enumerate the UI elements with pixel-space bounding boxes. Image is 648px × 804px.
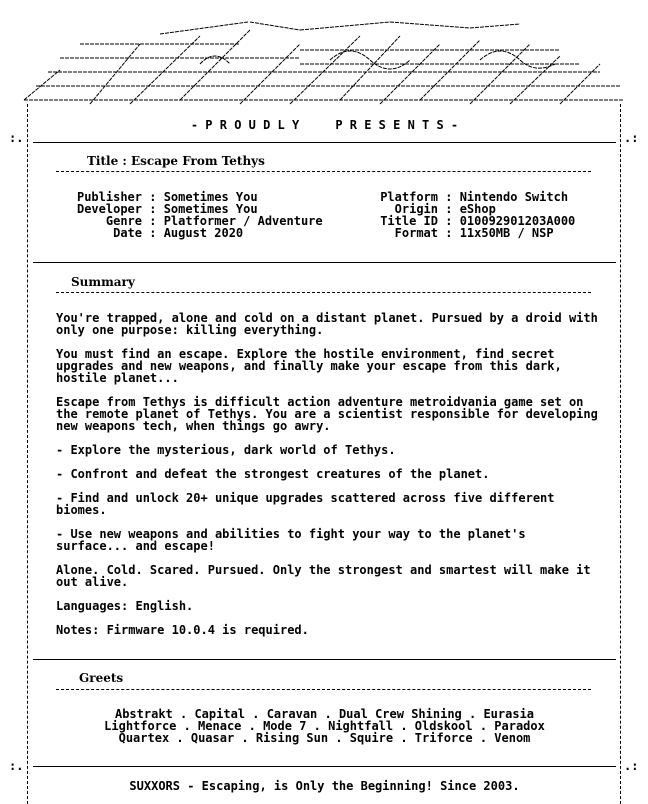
frame-corner: .: bbox=[624, 131, 639, 145]
summary-bullet: - Confront and defeat the strongest creatures of the planet. bbox=[56, 467, 490, 481]
info-key: Title ID bbox=[380, 214, 438, 228]
info-value: August 2020 bbox=[163, 226, 244, 240]
languages-line: Languages: English. bbox=[56, 599, 194, 613]
release-title: Escape From Tethys bbox=[131, 154, 265, 168]
info-value: 11x50MB / NSP bbox=[459, 226, 554, 240]
summary-paragraph: You must find an escape. Explore the hostile environment, find secret upgrades and new weapons, and finally make your escape from this dark, hostile planet... bbox=[56, 347, 562, 385]
info-value: Sometimes You bbox=[163, 190, 258, 204]
group-logo bbox=[0, 0, 648, 112]
info-row-developer: Developer : Sometimes You bbox=[56, 203, 258, 215]
summary-heading: Summary bbox=[71, 275, 135, 289]
summary-paragraph: Escape from Tethys is difficult action adventure metroidvania game set on the remote planet of Tethys. You are a scientist responsible for developing new weapons tech, when things go awry. bbox=[56, 395, 598, 433]
presents-header: - P R O U D L Y P R E S E N T S - bbox=[190, 118, 459, 132]
info-key: Date bbox=[113, 226, 142, 240]
notes-line: Notes: Firmware 10.0.4 is required. bbox=[56, 623, 309, 637]
info-value: Nintendo Switch bbox=[459, 190, 569, 204]
info-row-title-id: Title ID : 010092901203A000 bbox=[348, 215, 575, 227]
info-key: Origin bbox=[394, 202, 438, 216]
greets-heading: Greets bbox=[79, 671, 124, 685]
info-key: Genre bbox=[105, 214, 142, 228]
info-value: eShop bbox=[459, 202, 496, 216]
summary-paragraph: You're trapped, alone and cold on a distant planet. Pursued by a droid with only one purpose: killing everything. bbox=[56, 311, 598, 337]
greets-line: Lightforce . Menace . Mode 7 . Nightfall . Oldskool . Paradox bbox=[104, 719, 545, 733]
info-value: Platformer / Adventure bbox=[163, 214, 323, 228]
divider bbox=[33, 766, 616, 767]
info-row-date: Date : August 2020 bbox=[56, 227, 243, 239]
footer-tagline: SUXXORS - Escaping, is Only the Beginning! Since 2003. bbox=[129, 779, 520, 793]
summary-bullet: - Find and unlock 20+ unique upgrades scattered across five different biomes. bbox=[56, 491, 555, 517]
greets-line: Quartex . Quasar . Rising Sun . Squire . Triforce . Venom bbox=[118, 731, 531, 745]
frame-left-border bbox=[27, 104, 28, 804]
info-key: Developer bbox=[76, 202, 142, 216]
greets-line: Abstrakt . Capital . Caravan . Dual Crew Shining . Eurasia bbox=[114, 707, 535, 721]
summary-bullet: - Use new weapons and abilities to fight your way to the planet's surface... and escape! bbox=[56, 527, 526, 553]
info-key: Format bbox=[394, 226, 438, 240]
info-value: 010092901203A000 bbox=[459, 214, 576, 228]
info-value: Sometimes You bbox=[163, 202, 258, 216]
summary-paragraph: Alone. Cold. Scared. Pursued. Only the strongest and smartest will make it out alive. bbox=[56, 563, 591, 589]
underline bbox=[56, 171, 591, 172]
frame-corner: :. bbox=[9, 131, 24, 145]
info-row-origin: Origin : eShop bbox=[348, 203, 496, 215]
underline bbox=[56, 689, 591, 690]
info-row-format: Format : 11x50MB / NSP bbox=[348, 227, 554, 239]
summary-bullet: - Explore the mysterious, dark world of Tethys. bbox=[56, 443, 396, 457]
divider bbox=[33, 659, 616, 660]
underline bbox=[56, 292, 591, 293]
info-row-publisher: Publisher : Sometimes You bbox=[56, 191, 258, 203]
info-row-genre: Genre : Platformer / Adventure bbox=[56, 215, 323, 227]
divider bbox=[33, 142, 616, 143]
frame-right-border bbox=[620, 104, 621, 804]
frame-corner: :. bbox=[9, 759, 24, 773]
title-line bbox=[87, 155, 265, 167]
info-key: Platform bbox=[380, 190, 438, 204]
info-row-platform: Platform : Nintendo Switch bbox=[348, 191, 568, 203]
info-key: Publisher bbox=[76, 190, 142, 204]
frame-corner: .: bbox=[624, 759, 639, 773]
title-label: Title : bbox=[87, 154, 132, 168]
divider bbox=[33, 262, 616, 263]
